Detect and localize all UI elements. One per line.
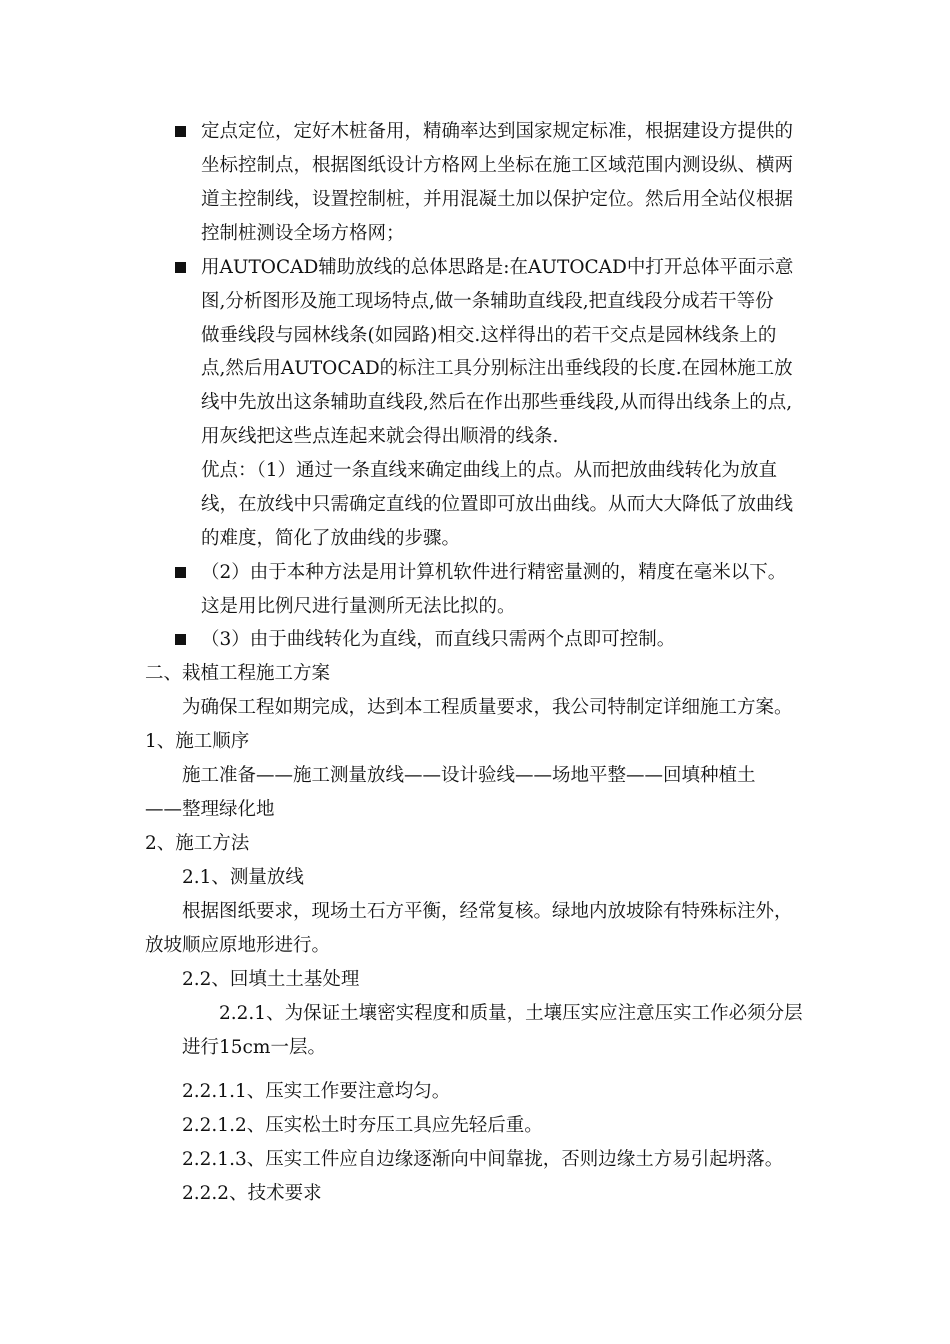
advantages-line-3: 的难度，简化了放曲线的步骤。 [201, 528, 461, 549]
section-intro: 为确保工程如期完成，达到本工程质量要求，我公司特制定详细施工方案。 [182, 697, 793, 718]
bullet-4-line-1: （3）由于曲线转化为直线，而直线只需两个点即可控制。 [201, 629, 676, 650]
bullet-square-icon [175, 567, 186, 578]
bullet-square-icon [175, 262, 186, 273]
bullet-3-line-1: （2）由于本种方法是用计算机软件进行精密量测的，精度在毫米以下。 [201, 562, 787, 583]
sequence-line-1: 施工准备——施工测量放线——设计验线——场地平整——回填种植土 [182, 765, 756, 786]
subsection-2-2-1-line-2: 进行15cm一层。 [182, 1037, 326, 1058]
sequence-line-2: ——整理绿化地 [145, 799, 275, 820]
bullet-1-line-3: 道主控制线，设置控制桩，并用混凝土加以保护定位。然后用全站仪根据 [201, 189, 794, 210]
advantages-line-1: 优点：（1）通过一条直线来确定曲线上的点。从而把放曲线转化为放直 [201, 460, 778, 481]
bullet-1-line-2: 坐标控制点，根据图纸设计方格网上坐标在施工区域范围内测设纵、横两 [201, 155, 794, 176]
subsection-2-heading: 2、施工方法 [145, 833, 250, 854]
bullet-1-line-1: 定点定位，定好木桩备用，精确率达到国家规定标准，根据建设方提供的 [201, 121, 794, 142]
bullet-2-line-1: 用AUTOCAD辅助放线的总体思路是:在AUTOCAD中打开总体平面示意 [201, 257, 794, 278]
subsection-2-1-text-2: 放坡顺应原地形进行。 [145, 935, 331, 956]
subsection-2-2-1-3: 2.2.1.3、压实工件应自边缘逐渐向中间靠拢，否则边缘土方易引起坍落。 [182, 1149, 784, 1170]
subsection-2-2-heading: 2.2、回填土土基处理 [182, 969, 360, 990]
subsection-2-1-text-1: 根据图纸要求，现场土石方平衡，经常复核。绿地内放坡除有特殊标注外， [182, 901, 793, 922]
bullet-2-line-2: 图,分析图形及施工现场特点,做一条辅助直线段,把直线段分成若干等份 [201, 291, 774, 312]
section-heading: 二、栽植工程施工方案 [145, 663, 331, 684]
subsection-2-2-1-line-1: 2.2.1、为保证土壤密实程度和质量，土壤压实应注意压实工作必须分层 [219, 1003, 803, 1024]
bullet-2-line-3: 做垂线段与园林线条(如园路)相交.这样得出的若干交点是园林线条上的 [201, 325, 777, 346]
subsection-2-2-2-heading: 2.2.2、技术要求 [182, 1183, 322, 1204]
bullet-2-line-5: 线中先放出这条辅助直线段,然后在作出那些垂线段,从而得出线条上的点, [201, 392, 793, 413]
subsection-2-2-1-1: 2.2.1.1、压实工作要注意均匀。 [182, 1081, 451, 1102]
bullet-2-line-4: 点,然后用AUTOCAD的标注工具分别标注出垂线段的长度.在园林施工放 [201, 358, 793, 379]
bullet-square-icon [175, 634, 186, 645]
bullet-square-icon [175, 126, 186, 137]
bullet-3-line-2: 这是用比例尺进行量测所无法比拟的。 [201, 596, 516, 617]
advantages-line-2: 线，在放线中只需确定直线的位置即可放出曲线。从而大大降低了放曲线 [201, 494, 794, 515]
bullet-1-line-4: 控制桩测设全场方格网； [201, 223, 405, 244]
subsection-1-heading: 1、施工顺序 [145, 731, 250, 752]
subsection-2-2-1-2: 2.2.1.2、压实松土时夯压工具应先轻后重。 [182, 1115, 543, 1136]
subsection-2-1-heading: 2.1、测量放线 [182, 867, 304, 888]
bullet-2-line-6: 用灰线把这些点连起来就会得出顺滑的线条. [201, 426, 559, 447]
